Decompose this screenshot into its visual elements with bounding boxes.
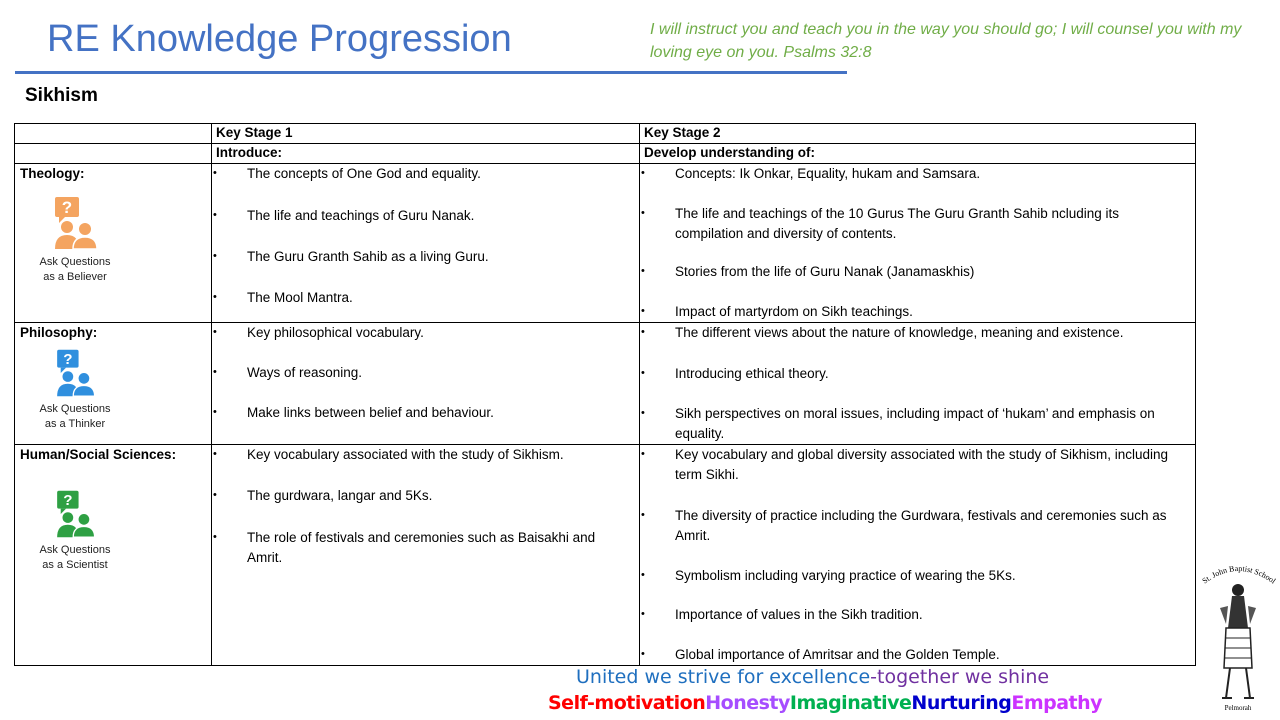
strand-cell-human-social-sciences: [15, 445, 212, 666]
list-item: • Key vocabulary and global diversity associated with the study of Sikhism, including term Sikhi.: [640, 445, 1195, 485]
page-title: RE Knowledge Progression: [47, 18, 512, 60]
ks2-list-theology: [640, 164, 1195, 322]
key-stage-header-row: [15, 124, 1196, 144]
icon-caption-line-2: as a Scientist: [42, 559, 108, 571]
crest-text-top: St. John Baptist School: [1200, 563, 1278, 586]
list-item: • Importance of values in the Sikh tradition.: [640, 605, 1195, 625]
value-empathy: Empathy: [1011, 692, 1103, 714]
svg-text:?: ?: [63, 351, 73, 369]
list-item: • Stories from the life of Guru Nanak (Janamaskhis): [640, 262, 1195, 282]
list-item: • The role of festivals and ceremonies such as Baisakhi and Amrit.: [212, 528, 639, 568]
list-item: • The life and teachings of Guru Nanak.: [212, 206, 639, 226]
list-item: • Concepts: Ik Onkar, Equality, hukam and Samsara.: [640, 164, 1195, 184]
svg-text:?: ?: [63, 492, 73, 510]
motto-part-1: United we strive for excellence: [576, 666, 871, 688]
list-item: • Key philosophical vocabulary.: [212, 323, 639, 343]
title-underline: [15, 71, 847, 74]
ks1-heading: Key Stage 1: [212, 124, 640, 144]
list-item: • The concepts of One God and equality.: [212, 164, 639, 184]
value-self-motivation: Self-motivation: [548, 692, 706, 714]
value-imaginative: Imaginative: [789, 692, 912, 714]
list-item: • The Guru Granth Sahib as a living Guru.: [212, 247, 639, 267]
icon-caption-line-2: as a Believer: [43, 271, 107, 283]
school-values: [548, 690, 1102, 716]
school-motto: [576, 664, 1049, 690]
ks1-subheading: Introduce:: [212, 144, 640, 164]
ks2-list-philosophy: [640, 323, 1195, 444]
value-nurturing: Nurturing: [911, 692, 1012, 714]
list-item: • Symbolism including varying practice of wearing the 5Ks.: [640, 566, 1195, 586]
icon-caption-line-1: Ask Questions: [39, 544, 111, 556]
icon-caption-line-2: as a Thinker: [44, 418, 106, 430]
subject-heading: Sikhism: [25, 85, 98, 106]
icon-caption-line-1: Ask Questions: [39, 256, 111, 268]
ks1-list-theology: [212, 164, 639, 308]
list-item: • The diversity of practice including the Gurdwara, festivals and ceremonies such as Amrit.: [640, 506, 1195, 546]
list-item: • Make links between belief and behaviour.: [212, 403, 639, 423]
empty-subheading-cell: [15, 144, 212, 164]
ask-questions-believer-icon: [47, 195, 103, 251]
ks1-list-philosophy: [212, 323, 639, 423]
ks1-cell-philosophy: [212, 323, 640, 445]
ks2-list-human-social-sciences: [640, 445, 1195, 665]
believer-badge: [20, 195, 130, 285]
strand-cell-theology: [15, 164, 212, 323]
list-item: • The different views about the nature of knowledge, meaning and existence.: [640, 323, 1195, 343]
ask-questions-thinker-icon: [50, 348, 100, 398]
thinker-badge: [20, 348, 130, 432]
table-row-philosophy: [15, 323, 1196, 445]
list-item: • The life and teachings of the 10 Gurus The Guru Granth Sahib ncluding its compilation and diversity of contents.: [640, 204, 1195, 244]
table-row-theology: [15, 164, 1196, 323]
value-honesty: Honesty: [705, 692, 790, 714]
progression-table: [14, 123, 1196, 666]
motto-part-2: -together we shine: [870, 666, 1050, 688]
subheading-row: [15, 144, 1196, 164]
list-item: • The gurdwara, langar and 5Ks.: [212, 486, 639, 506]
svg-text:St. John Baptist School: [1201, 564, 1278, 586]
table-row-human-social-sciences: [15, 445, 1196, 666]
scientist-badge: [20, 489, 130, 573]
crest-figure-icon: [1196, 558, 1280, 714]
crest-text-bottom: Pelmorah: [1224, 704, 1252, 712]
strand-label: Theology:: [20, 166, 85, 181]
ks2-heading: Key Stage 2: [640, 124, 1196, 144]
list-item: • Sikh perspectives on moral issues, including impact of ‘hukam’ and emphasis on equality.: [640, 404, 1195, 444]
list-item: • Key vocabulary associated with the study of Sikhism.: [212, 445, 639, 465]
ks1-list-human-social-sciences: [212, 445, 639, 568]
strand-label: Human/Social Sciences:: [20, 447, 177, 462]
bible-verse: I will instruct you and teach you in the way you should go; I will counsel you with my loving eye on you. Psalms 32:8: [650, 21, 1242, 61]
ks2-cell-philosophy: [640, 323, 1196, 445]
svg-text:?: ?: [61, 198, 73, 217]
list-item: • Global importance of Amritsar and the Golden Temple.: [640, 645, 1195, 665]
ks2-cell-human-social-sciences: [640, 445, 1196, 666]
strand-cell-philosophy: [15, 323, 212, 445]
school-crest: [1196, 558, 1280, 714]
icon-caption-line-1: Ask Questions: [39, 403, 111, 415]
ks1-cell-human-social-sciences: [212, 445, 640, 666]
list-item: • Impact of martyrdom on Sikh teachings.: [640, 302, 1195, 322]
ks2-subheading: Develop understanding of:: [640, 144, 1196, 164]
strand-label: Philosophy:: [20, 325, 98, 340]
ks1-cell-theology: [212, 164, 640, 323]
list-item: • The Mool Mantra.: [212, 288, 639, 308]
ks2-cell-theology: [640, 164, 1196, 323]
list-item: • Ways of reasoning.: [212, 363, 639, 383]
empty-header-cell: [15, 124, 212, 144]
ask-questions-scientist-icon: [50, 489, 100, 539]
list-item: • Introducing ethical theory.: [640, 364, 1195, 384]
